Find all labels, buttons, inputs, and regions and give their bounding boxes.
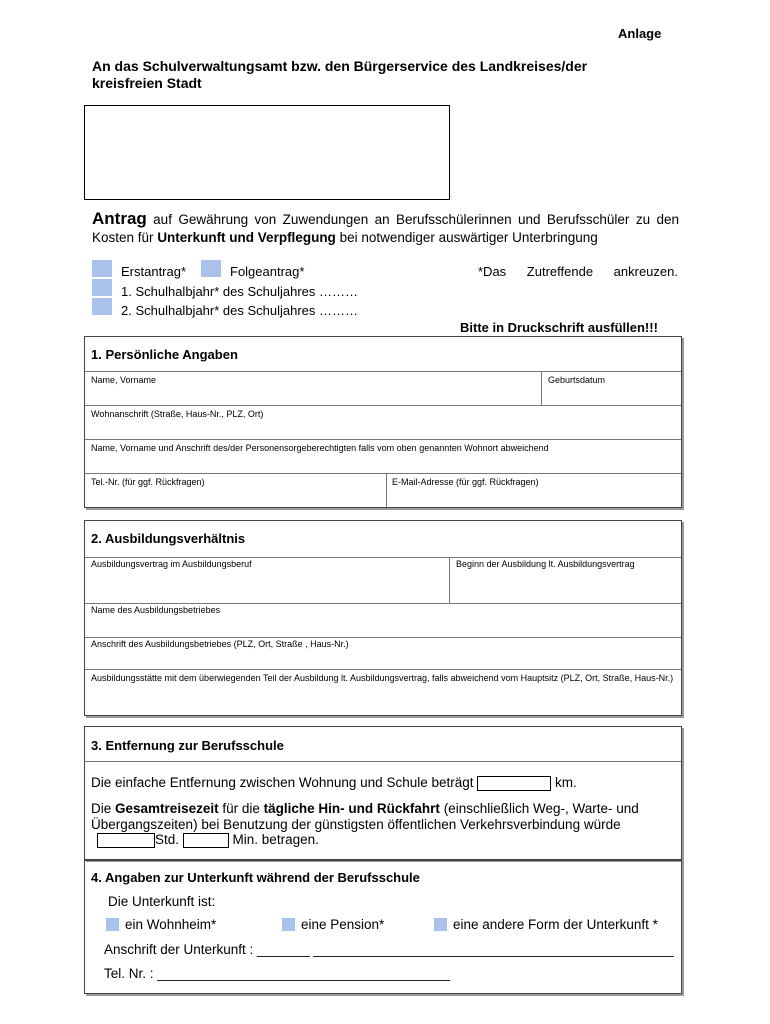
name-label: Name, Vorname (91, 375, 157, 385)
antrag-title: Antrag (92, 209, 147, 228)
telefon-label: Tel.-Nr. (für ggf. Rückfragen) (91, 477, 205, 487)
reisezeit-text-1: Die (91, 801, 112, 816)
recipient-line-1: An das Schulverwaltungsamt bzw. den Bürgerservice des Landkreises/der (92, 58, 588, 74)
beginn-field[interactable] (450, 557, 681, 603)
anlage-label: Anlage (618, 26, 662, 41)
wohnanschrift-field[interactable] (85, 405, 681, 439)
entfernung-line (91, 775, 577, 791)
halbjahr1-label: 1. Schulhalbjahr* des Schuljahres ……… (121, 284, 359, 299)
betrieb-anschrift-field[interactable] (85, 637, 681, 669)
antrag-bold: Unterkunft und Verpflegung (157, 230, 336, 245)
erstantrag-checkbox[interactable] (92, 260, 112, 277)
folgeantrag-checkbox[interactable] (201, 260, 221, 277)
email-field[interactable] (387, 473, 681, 507)
wohnheim-checkbox[interactable] (106, 918, 119, 931)
betrieb-name-label: Name des Ausbildungsbetriebes (91, 605, 221, 615)
antrag-text-2: bei notwendiger auswärtiger Unterbringung (339, 230, 598, 245)
hin-rueckfahrt-bold: tägliche Hin- und Rückfahrt (263, 801, 440, 816)
ausbildungsvertrag-field[interactable] (85, 557, 449, 603)
ausbildungsstaette-field[interactable] (85, 697, 681, 715)
section-ausbildung (84, 520, 682, 716)
andere-checkbox[interactable] (434, 918, 447, 931)
email-label: E-Mail-Adresse (für ggf. Rückfragen) (392, 477, 539, 487)
address-field[interactable] (84, 105, 450, 200)
reisezeit-text-2: für die (222, 801, 260, 816)
folgeantrag-label: Folgeantrag* (230, 264, 305, 279)
pension-checkbox[interactable] (282, 918, 295, 931)
antrag-paragraph (92, 210, 679, 247)
pension-label: eine Pension* (301, 917, 385, 932)
zutreffende-note: *Das Zutreffende ankreuzen. (478, 264, 678, 279)
km-label: km. (555, 775, 577, 790)
entfernung-km-input[interactable] (477, 776, 551, 791)
stunden-input[interactable] (97, 833, 155, 848)
geburtsdatum-label: Geburtsdatum (548, 375, 606, 385)
sorgeberechtigte-field[interactable] (85, 439, 681, 473)
druckschrift-note: Bitte in Druckschrift ausfüllen!!! (460, 320, 658, 335)
halbjahr1-checkbox[interactable] (92, 279, 112, 296)
section-personal (84, 336, 682, 508)
wohnanschrift-label: Wohnanschrift (Straße, Haus-Nr., PLZ, Ort) (91, 409, 264, 419)
wohnheim-label: ein Wohnheim* (125, 917, 217, 932)
section3-title: 3. Entfernung zur Berufsschule (91, 738, 284, 753)
section-unterkunft (84, 860, 682, 994)
recipient-heading (92, 58, 692, 92)
minuten-input[interactable] (183, 833, 229, 848)
erstantrag-label: Erstantrag* (121, 264, 187, 279)
entfernung-text: Die einfache Entfernung zwischen Wohnung und Schule beträgt (91, 775, 474, 790)
min-label: Min. betragen. (232, 832, 319, 847)
unterkunft-anschrift-line[interactable]: Anschrift der Unterkunft : _______ ________________________________________________ (104, 942, 674, 957)
halbjahr2-checkbox[interactable] (92, 298, 112, 315)
section-entfernung (84, 726, 682, 860)
reisezeit-paragraph (91, 801, 675, 833)
telefon-field[interactable] (85, 473, 386, 507)
recipient-line-2: kreisfreien Stadt (92, 75, 202, 91)
ausbildungsstaette-label: Ausbildungsstätte mit dem überwiegenden Teil der Ausbildung lt. Ausbildungsvertrag, falls abweichend vom Hauptsitz (PLZ, Ort, Straße, Haus-Nr.) (91, 673, 674, 683)
unterkunft-ist-label: Die Unterkunft ist: (108, 894, 216, 909)
sorgeberechtigte-label: Name, Vorname und Anschrift des/der Personensorgeberechtigten falls vom oben genannten Wohnort abweichend (91, 443, 549, 453)
betrieb-anschrift-label: Anschrift des Ausbildungsbetriebes (PLZ, Ort, Straße , Haus-Nr.) (91, 639, 349, 649)
section4-title: 4. Angaben zur Unterkunft während der Berufsschule (91, 870, 420, 885)
andere-label: eine andere Form der Unterkunft * (453, 917, 658, 932)
section2-title: 2. Ausbildungsverhältnis (91, 531, 246, 546)
betrieb-name-field[interactable] (85, 603, 681, 637)
std-label: Std. (155, 832, 180, 847)
name-field[interactable] (85, 371, 541, 405)
unterkunft-tel-line[interactable]: Tel. Nr. : _______________________________________ (104, 966, 451, 981)
reisezeit-text-3: (einschließlich Weg-, Warte- und Übergangszeiten) bei Benutzung der günstigsten öffentlichen Verkehrsverbindung würde (91, 801, 639, 832)
section1-title: 1. Persönliche Angaben (91, 347, 238, 362)
gesamtreisezeit-bold: Gesamtreisezeit (115, 801, 219, 816)
reisezeit-inputs (97, 832, 319, 848)
beginn-label: Beginn der Ausbildung lt. Ausbildungsvertrag (456, 559, 635, 569)
halbjahr2-label: 2. Schulhalbjahr* des Schuljahres ……… (121, 303, 359, 318)
geburtsdatum-field[interactable] (542, 371, 681, 405)
ausbildungsvertrag-label: Ausbildungsvertrag im Ausbildungsberuf (91, 559, 252, 569)
antrag-text-1: auf Gewährung von Zuwendungen an Berufsschülerinnen und Berufsschüler zu den Kosten für (92, 212, 679, 245)
